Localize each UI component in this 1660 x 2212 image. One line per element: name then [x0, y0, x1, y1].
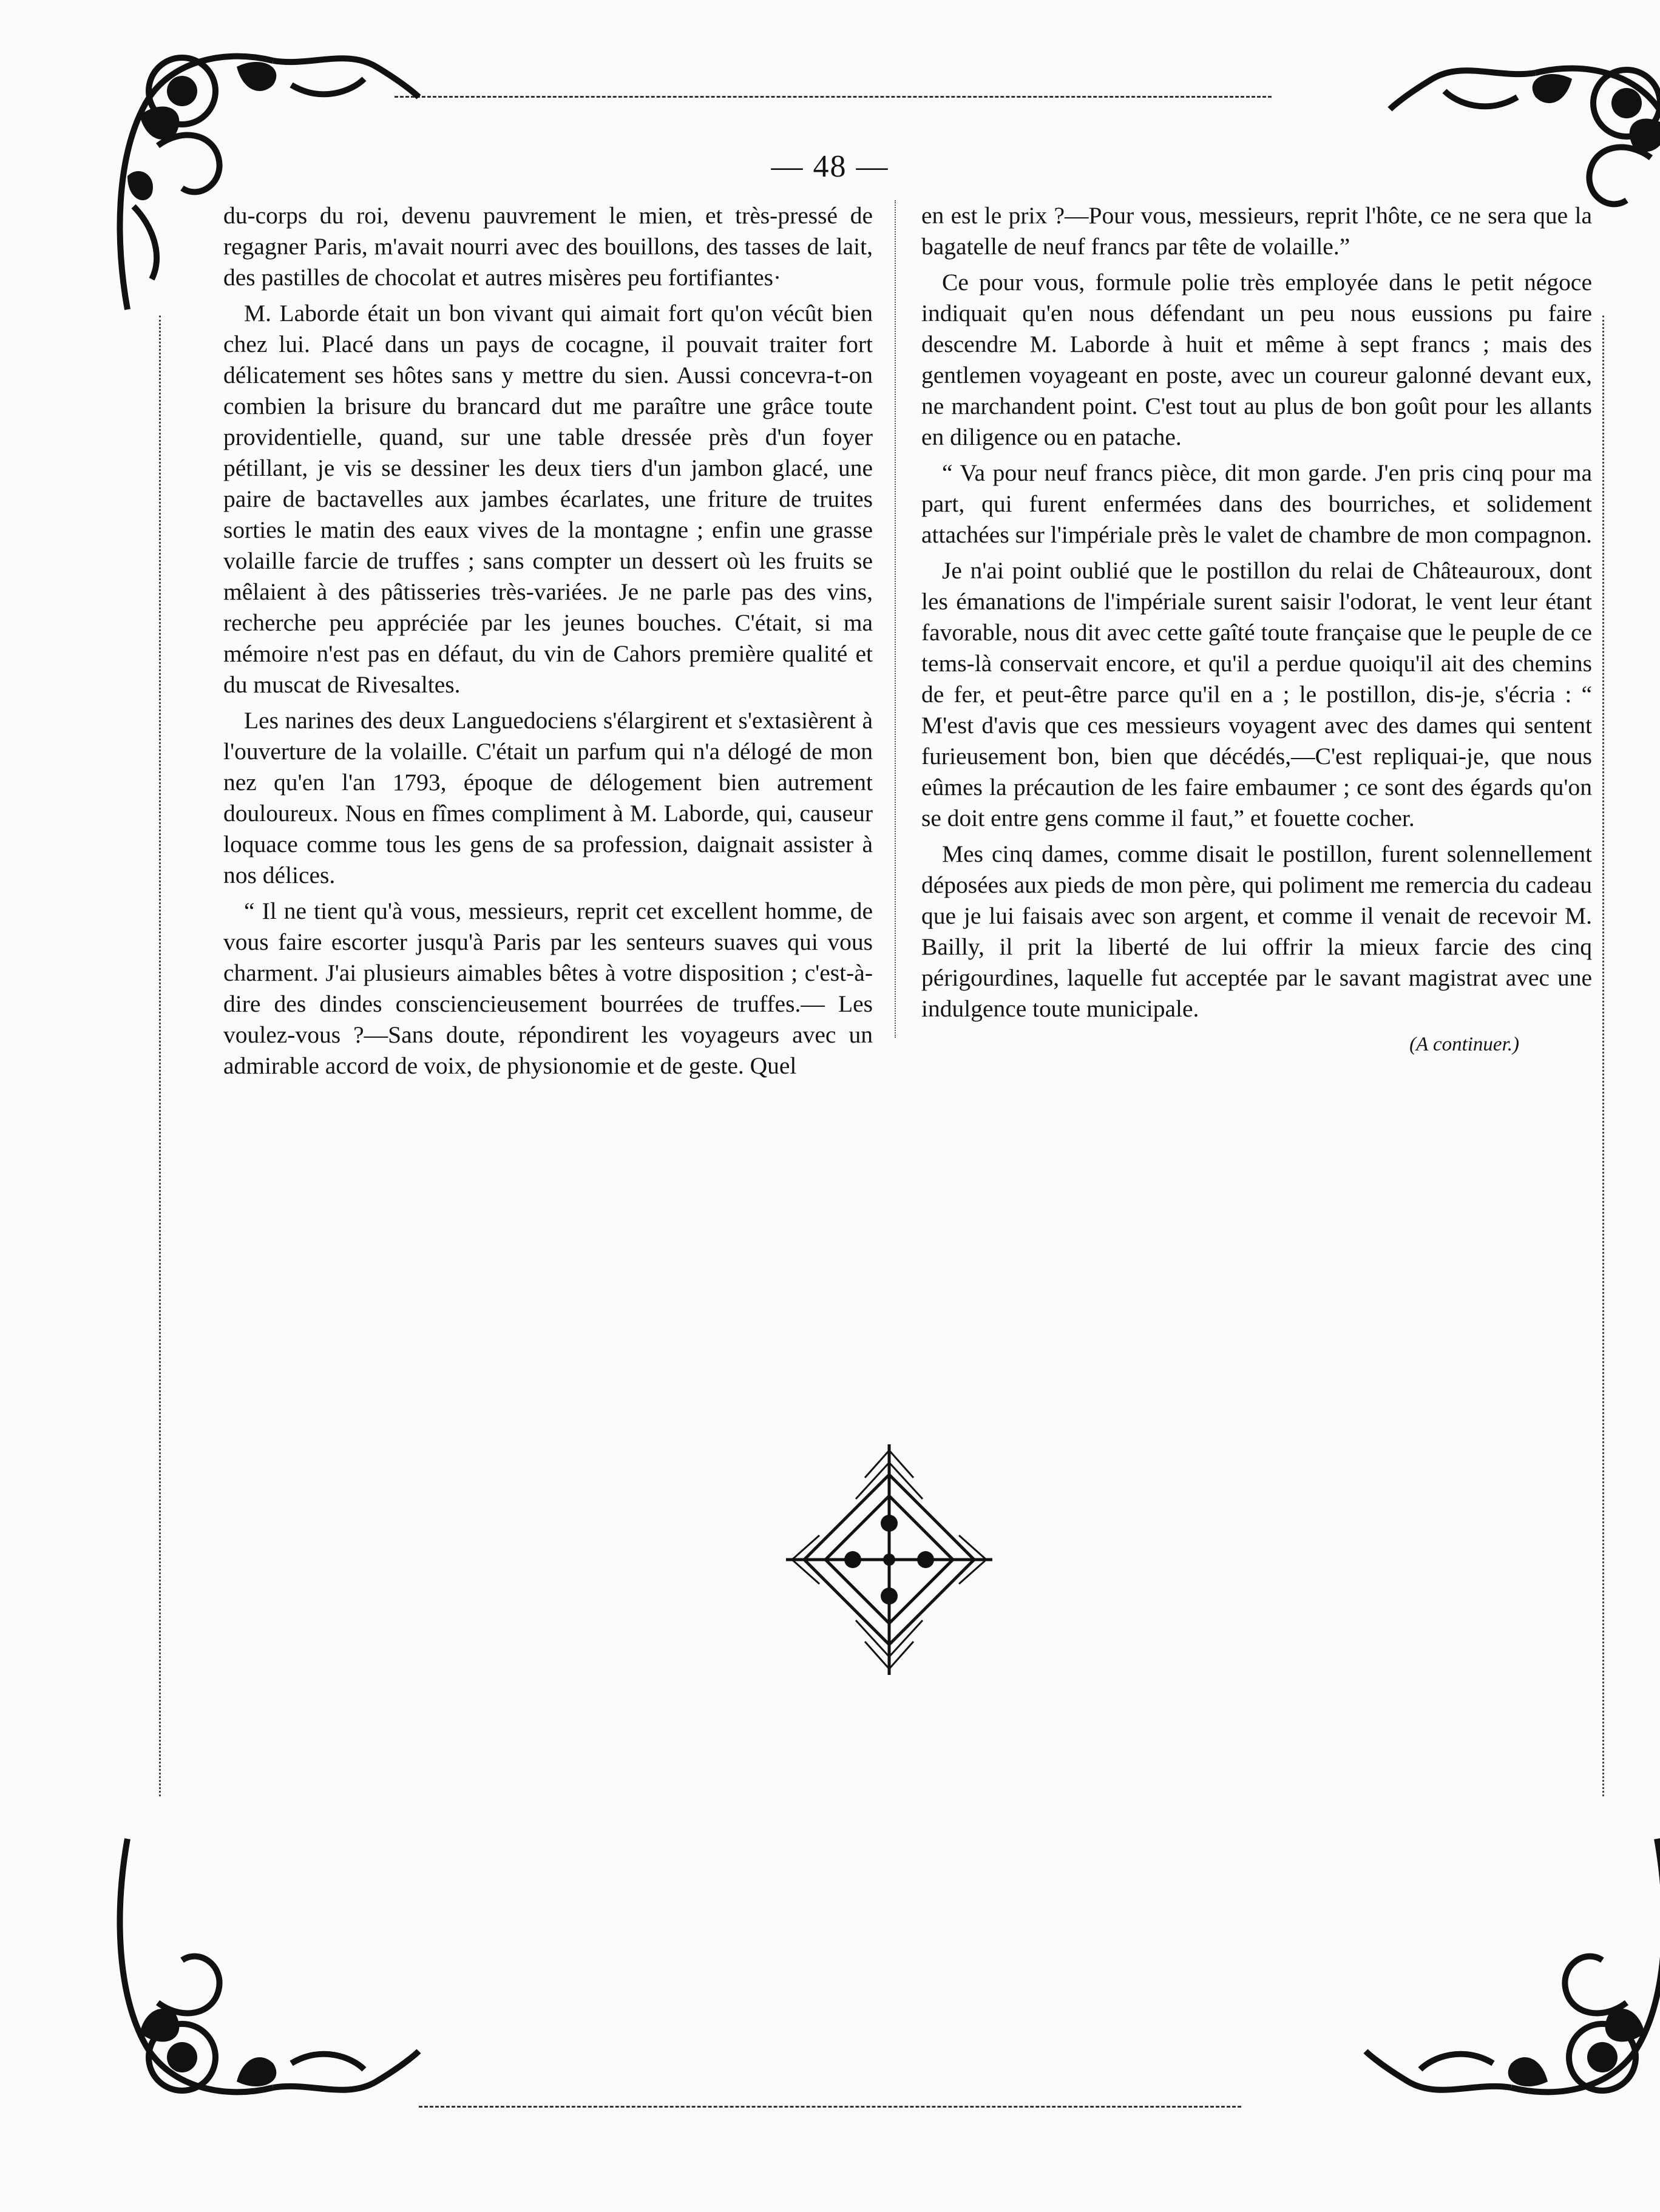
- diamond-fleuron-icon: [780, 1438, 998, 1681]
- paragraph: Mes cinq dames, comme disait le postillon, furent solennellement déposées aux pieds de mon père, qui poliment me remercia du cadeau que je lui faisais avec son argent, et comme il venait de recevoir M. Bailly, il prit la liberté de lui offrir la mieux farcie des cinq périgourdines, laquelle fut acceptée par le savant magistrat avec une indulgence toute municipale.: [921, 840, 1592, 1022]
- top-border-rule: [395, 96, 1272, 101]
- column-divider: [895, 200, 896, 1038]
- paragraph: M. Laborde était un bon vivant qui aimait fort qu'on vécût bien chez lui. Placé dans un pays de cocagne, il pouvait traiter fort délicatement ses hôtes sans y mettre du sien. Aussi concevra-t-on combien la brisure du brancard dut me paraître une grâce toute providentielle, quand, sur une table dressée près d'un foyer pétillant, je vis se dessiner les deux tiers d'un jambon glacé, une paire de bactavelles aux jambes écarlates, une friture de truites sorties le matin des eaux vives de la montagne ; enfin une grasse volaille farcie de truffes ; sans compter un dessert où les fruits se mêlaient à des pâtisseries très-variées. Je ne parle pas des vins, recherche peu appréciée par les jeunes bouches. C'était, si ma mémoire n'est pas en défaut, du vin de Cahors première qualité et du muscat de Rivesaltes.: [223, 300, 873, 698]
- paragraph: “ Il ne tient qu'à vous, messieurs, reprit cet excellent homme, de vous faire escorter jusqu'à Paris par les senteurs suaves qui vous charment. J'ai plusieurs aimables bêtes à votre disposition ; c'est-à-dire des dindes consciencieusement bourrées de truffes.— Les voulez-vous ?—Sans doute, répondirent les voyageurs avec un admirable accord de voix, de physionomie et de geste. Quel: [223, 898, 873, 1079]
- left-border-rule: [159, 316, 163, 1796]
- paragraph: Ce pour vous, formule polie très employée dans le petit négoce indiquait qu'en nous défendant un peu nous eussions pu faire descendre M. Laborde à huit et même à sept francs ; mais des gentlemen voyageant en poste, avec un coureur galonné devant eux, ne marchandent point. C'est tout au plus de bon goût pour les allants en diligence ou en patache.: [921, 269, 1592, 450]
- paragraph: “ Va pour neuf francs pièce, dit mon garde. J'en pris cinq pour ma part, qui furent enfermées dans des bourriches, et solidement attachées sur l'impériale près le valet de chambre de mon compagnon.: [921, 459, 1592, 548]
- bottom-right-corner-ornament-icon: [1353, 1821, 1660, 2124]
- left-text-column: [223, 200, 873, 1086]
- paragraph: Les narines des deux Languedociens s'élargirent et s'extasièrent à l'ouverture de la volaille. C'était un parfum qui n'a délogé de mon nez qu'en l'an 1793, époque de délogement bien autrement douloureux. Nous en fîmes compliment à M. Laborde, qui, causeur loquace comme tous les gens de sa profession, daignait assister à nos délices.: [223, 707, 873, 888]
- paragraph: en est le prix ?—Pour vous, messieurs, reprit l'hôte, ce ne sera que la bagatelle de neuf francs par tête de volaille.”: [921, 202, 1592, 260]
- page-number: — 48 —: [771, 149, 889, 184]
- right-text-column: [921, 200, 1592, 1065]
- right-border-rule: [1602, 316, 1607, 1796]
- paragraph: Je n'ai point oublié que le postillon du relai de Châteauroux, dont les émanations de l'impériale surent saisir l'odorat, le vent leur étant favorable, nous dit avec cette gaîté toute française que le peuple de ce tems-là conservait encore, et qu'il a perdue quoiqu'il ait des chemins de fer, et peut-être parce qu'il en a ; le postillon, dis-je, s'écria : “ M'est d'avis que ces messieurs voyagent avec des dames qui sentent furieusement bon, bien que décédés,—C'est repliquai-je, que nous eûmes la précaution de les faire embaumer ; ce sont des égards qu'on se doit entre gens comme il faut,” et fouette cocher.: [921, 557, 1592, 831]
- paragraph: du-corps du roi, devenu pauvrement le mien, et très-pressé de regagner Paris, m'avait nourri avec des bouillons, des tasses de lait, des pastilles de chocolat et autres misères peu fortifiantes·: [223, 202, 873, 291]
- continuation-note: (A continuer.): [1409, 1033, 1519, 1055]
- bottom-border-rule: [419, 2106, 1241, 2111]
- bottom-left-corner-ornament-icon: [91, 1821, 431, 2124]
